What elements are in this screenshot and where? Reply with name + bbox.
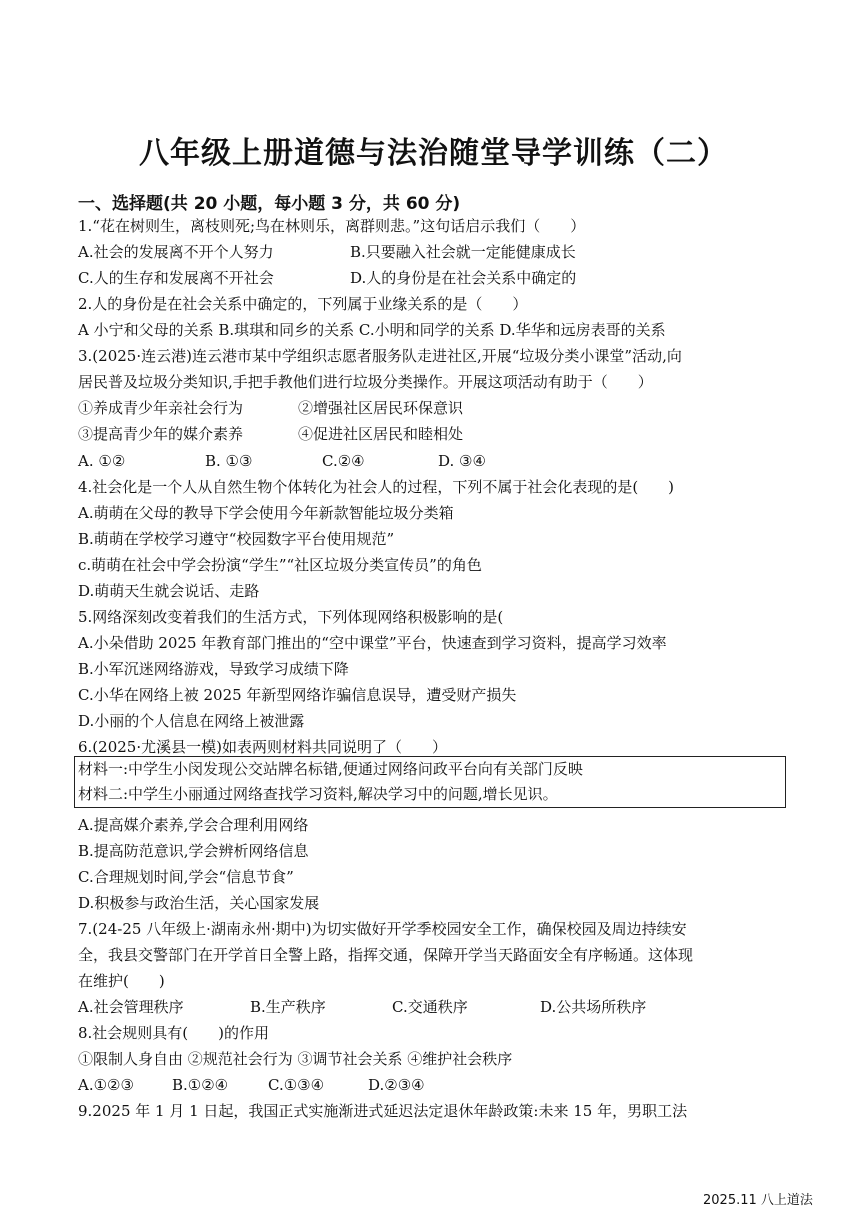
question-8-option-b: B.①②④ xyxy=(172,1076,229,1094)
question-1-option-c: C.人的生存和发展离不开社会 xyxy=(78,269,274,287)
question-4-option-b: B.萌萌在学校学习遵守“校园数字平台使用规范” xyxy=(78,530,395,548)
question-7-stem-line-3: 在维护( ) xyxy=(78,972,165,990)
page-title: 八年级上册道德与法治随堂导学训练（二） xyxy=(139,136,728,171)
question-3-stem-line-2: 居民普及垃圾分类知识,手把手教他们进行垃圾分类操作。开展这项活动有助于（ ） xyxy=(78,373,653,391)
question-8-items: ①限制人身自由 ②规范社会行为 ③调节社会关系 ④维护社会秩序 xyxy=(78,1050,513,1068)
material-box xyxy=(74,756,786,808)
question-7-option-c: C.交通秩序 xyxy=(392,998,468,1016)
question-7-option-b: B.生产秩序 xyxy=(250,998,326,1016)
question-5-option-b: B.小军沉迷网络游戏，导致学习成绩下降 xyxy=(78,660,349,678)
question-4-option-c: c.萌萌在社会中学会扮演“学生”“社区垃圾分类宣传员”的角色 xyxy=(78,556,482,574)
question-5-stem: 5.网络深刻改变着我们的生活方式，下列体现网络积极影响的是( xyxy=(78,608,504,626)
question-8-stem: 8.社会规则具有( )的作用 xyxy=(78,1024,270,1042)
question-6-option-c: C.合理规划时间,学会“信息节食” xyxy=(78,868,294,886)
question-3-option-b: B. ①③ xyxy=(205,452,253,470)
question-8-option-c: C.①③④ xyxy=(268,1076,325,1094)
question-4-option-a: A.萌萌在父母的教导下学会使用今年新款智能垃圾分类箱 xyxy=(78,504,454,522)
question-3-item-4: ④促进社区居民和睦相处 xyxy=(298,425,464,443)
question-7-option-d: D.公共场所秩序 xyxy=(540,998,647,1016)
question-3-option-d: D. ③④ xyxy=(438,452,486,470)
question-2-options: A 小宁和父母的关系 B.琪琪和同乡的关系 C.小明和同学的关系 D.华华和远房表哥的关系 xyxy=(78,321,666,339)
material-2: 材料二:中学生小丽通过网络查找学习资料,解决学习中的问题,增长见识。 xyxy=(78,785,558,803)
question-7-stem-line-2: 全，我县交警部门在开学首日全警上路，指挥交通，保障开学当天路面安全有序畅通。这体现 xyxy=(78,946,694,964)
question-3-item-1: ①养成青少年亲社会行为 xyxy=(78,399,244,417)
question-3-item-2: ②增强社区居民环保意识 xyxy=(298,399,464,417)
question-6-option-a: A.提高媒介素养,学会合理利用网络 xyxy=(78,816,309,834)
question-4-stem: 4.社会化是一个人从自然生物个体转化为社会人的过程，下列不属于社会化表现的是( ) xyxy=(78,478,675,496)
question-2-stem: 2.人的身份是在社会关系中确定的，下列属于业缘关系的是（ ） xyxy=(78,295,528,313)
question-6-stem: 6.(2025·尤溪县一模)如表两则材料共同说明了（ ） xyxy=(78,738,447,756)
question-3-option-c: C.②④ xyxy=(322,452,365,470)
question-1-option-a: A.社会的发展离不开个人努力 xyxy=(78,243,274,261)
question-3-option-a: A. ①② xyxy=(78,452,126,470)
question-1-option-d: D.人的身份是在社会关系中确定的 xyxy=(350,269,577,287)
question-5-option-a: A.小朵借助 2025 年教育部门推出的“空中课堂”平台，快速查到学习资料，提高学习效率 xyxy=(78,634,667,652)
question-7-option-a: A.社会管理秩序 xyxy=(78,998,184,1016)
material-1: 材料一:中学生小闵发现公交站牌名标错,便通过网络问政平台向有关部门反映 xyxy=(78,760,583,778)
question-6-option-b: B.提高防范意识,学会辨析网络信息 xyxy=(78,842,309,860)
question-9-stem: 9.2025 年 1 月 1 日起，我国正式实施渐进式延迟法定退休年龄政策:未来 15 年，男职工法 xyxy=(78,1102,688,1120)
question-7-stem-line-1: 7.(24-25 八年级上·湖南永州·期中)为切实做好开学季校园安全工作，确保校园及周边持续安 xyxy=(78,920,687,938)
page-footer: 2025.11 八上道法 xyxy=(703,1193,813,1208)
question-5-option-c: C.小华在网络上被 2025 年新型网络诈骗信息误导，遭受财产损失 xyxy=(78,686,517,704)
question-8-option-d: D.②③④ xyxy=(368,1076,425,1094)
question-3-stem-line-1: 3.(2025·连云港)连云港市某中学组织志愿者服务队走进社区,开展“垃圾分类小课堂”活动,向 xyxy=(78,347,682,365)
question-8-option-a: A.①②③ xyxy=(78,1076,134,1094)
question-5-option-d: D.小丽的个人信息在网络上被泄露 xyxy=(78,712,305,730)
question-6-option-d: D.积极参与政治生活，关心国家发展 xyxy=(78,894,320,912)
question-1-option-b: B.只要融入社会就一定能健康成长 xyxy=(350,243,576,261)
question-1-stem: 1.“花在树则生，离枝则死;鸟在林则乐，离群则悲。”这句话启示我们（ ） xyxy=(78,217,586,235)
question-3-item-3: ③提高青少年的媒介素养 xyxy=(78,425,244,443)
section-heading: 一、选择题(共 20 小题，每小题 3 分，共 60 分) xyxy=(78,194,461,214)
question-4-option-d: D.萌萌天生就会说话、走路 xyxy=(78,582,260,600)
